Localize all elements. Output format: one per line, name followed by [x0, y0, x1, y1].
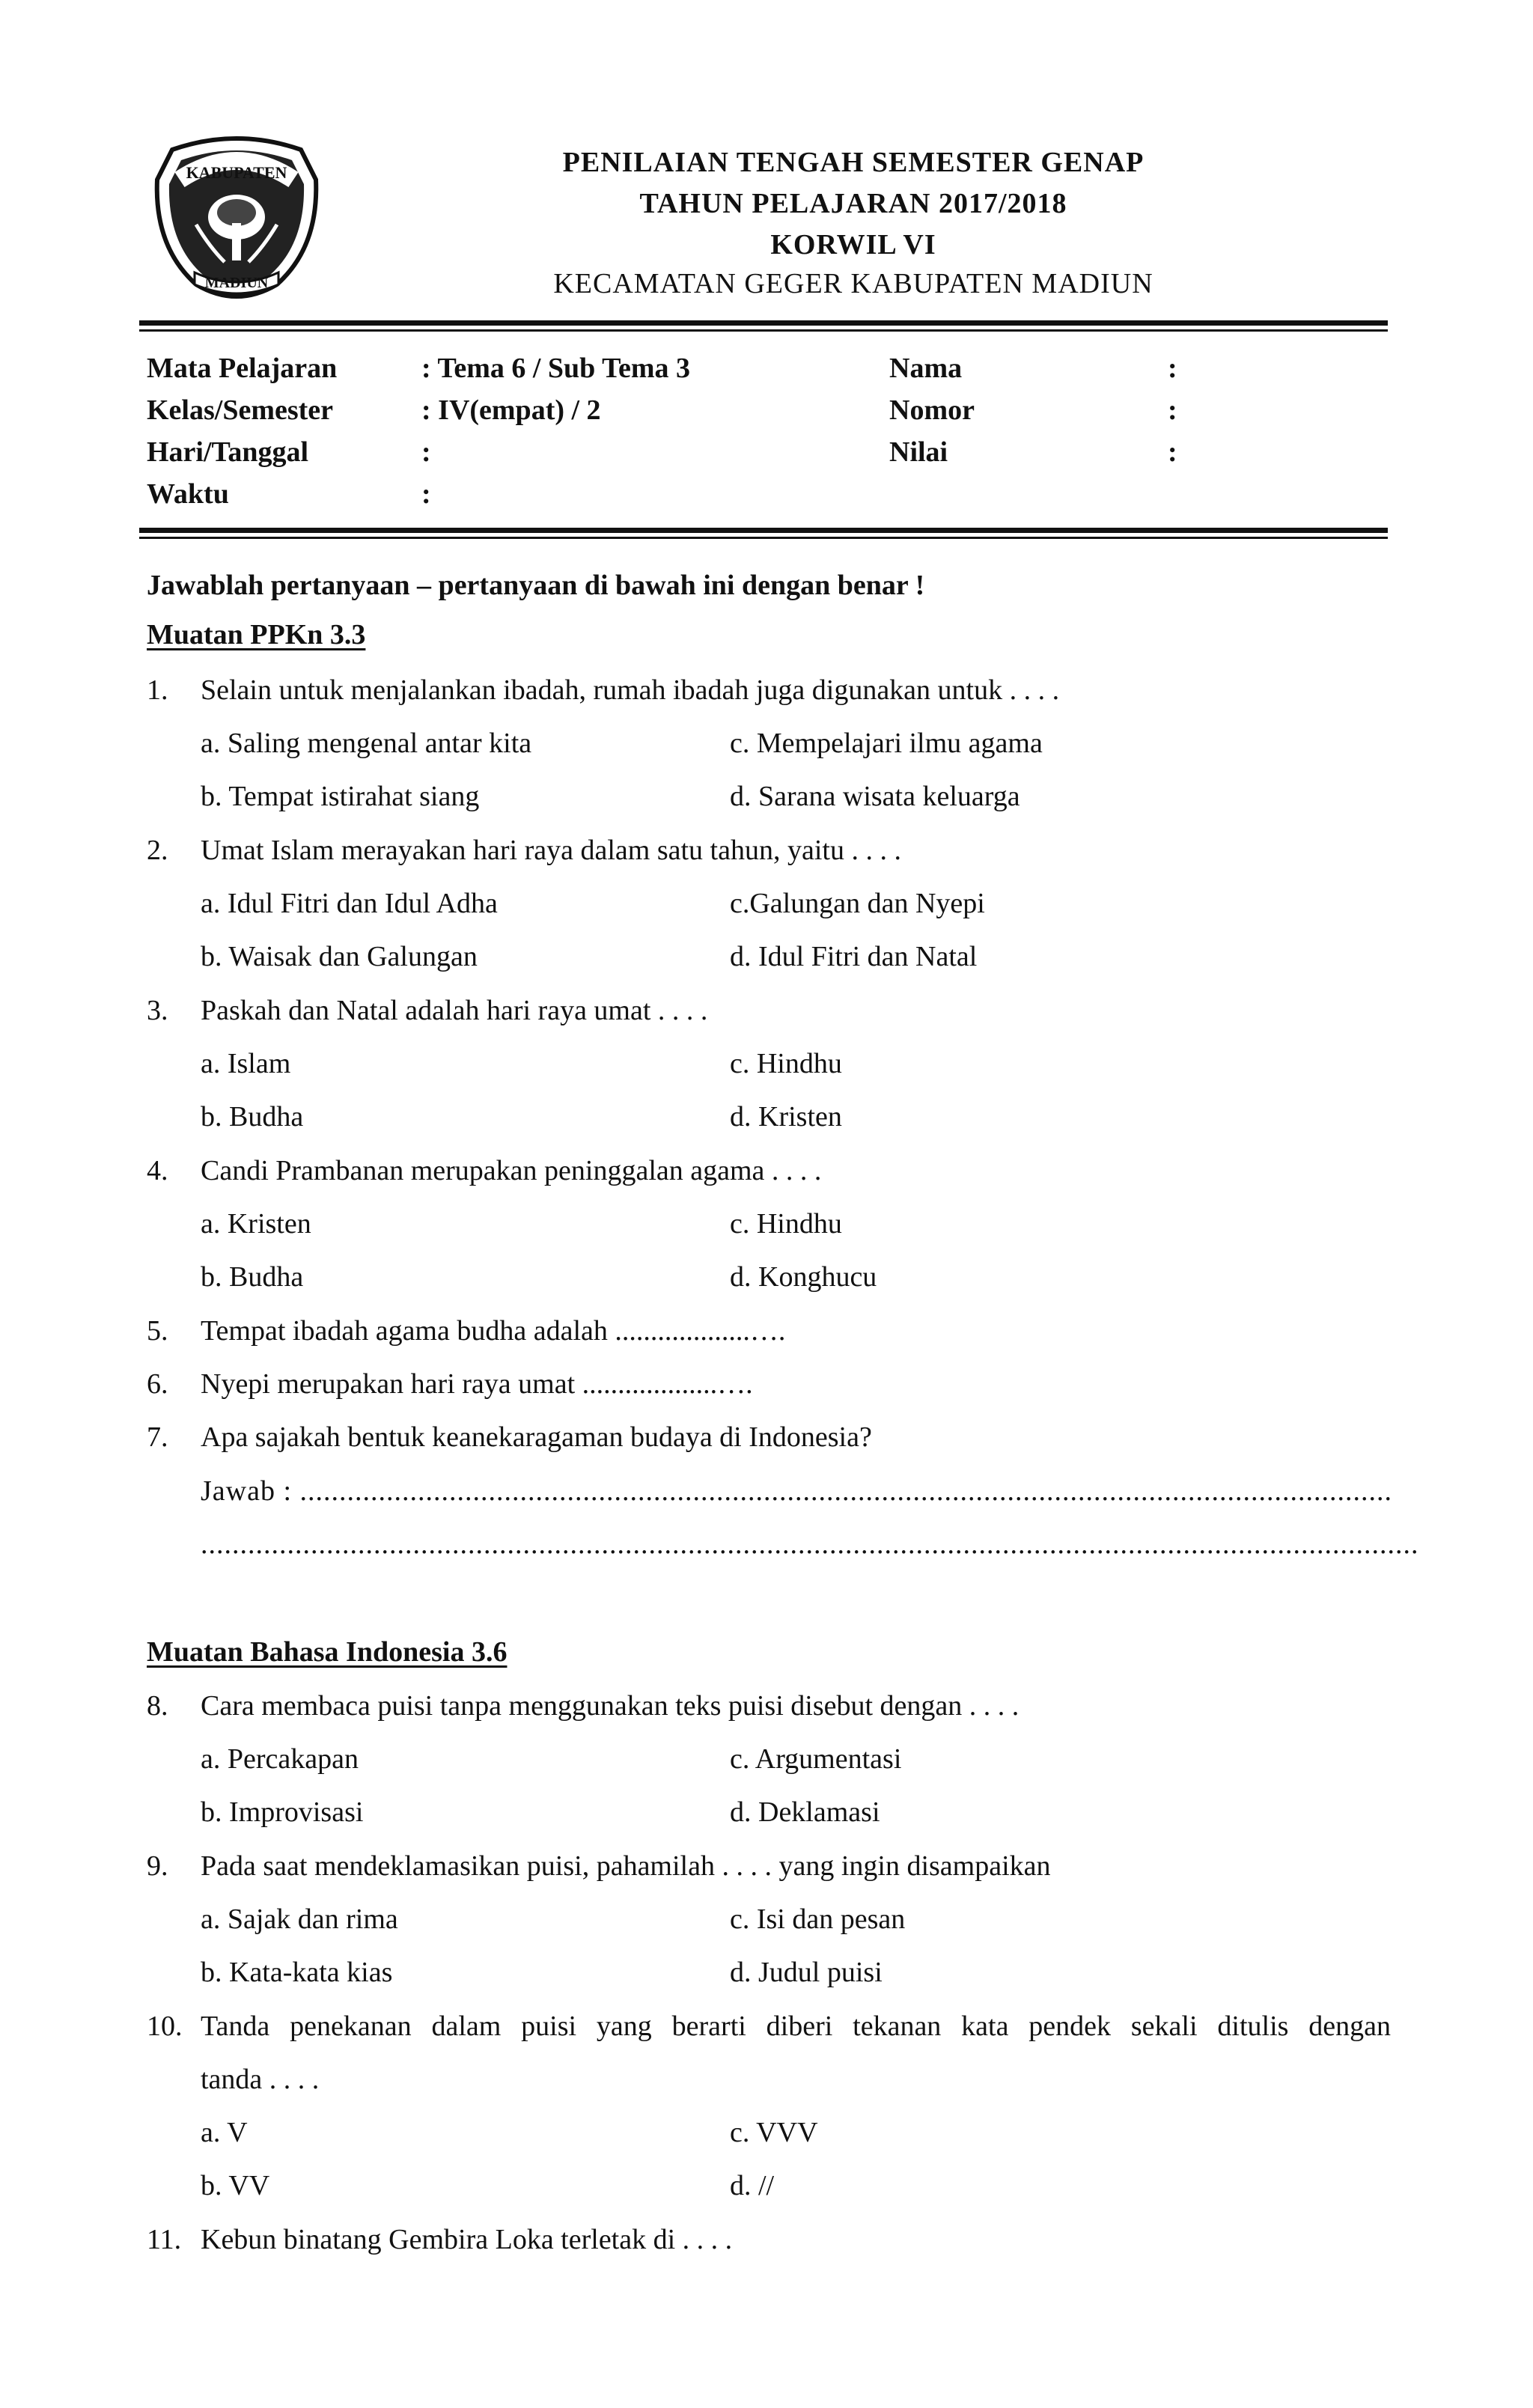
info-label-subject: Mata Pelajaran: [147, 353, 338, 384]
option-a: a. Sajak dan rima: [201, 1903, 398, 1935]
info-label-name: Nama: [889, 353, 963, 384]
option-d: d. Sarana wisata keluarga: [730, 781, 1020, 812]
option-d: d. Kristen: [730, 1101, 842, 1133]
option-b: b. Improvisasi: [201, 1796, 364, 1828]
info-value-subject: : Tema 6 / Sub Tema 3: [421, 353, 690, 384]
option-c: c. Mempelajari ilmu agama: [730, 728, 1043, 759]
option-a: a. Saling mengenal antar kita: [201, 728, 532, 759]
info-divider-thick: [139, 528, 1388, 533]
question-text: Kebun binatang Gembira Loka terletak di . . . .: [201, 2224, 733, 2255]
svg-text:MADIUN: MADIUN: [204, 275, 269, 291]
question-text: Apa sajakah bentuk keanekaragaman budaya di Indonesia?: [201, 1421, 872, 1453]
info-colon-score: :: [1168, 436, 1177, 468]
answer-line: ...........................................................................................................................................................: [201, 1528, 1419, 1560]
question-number: 11.: [147, 2224, 182, 2255]
info-label-class: Kelas/Semester: [147, 394, 334, 426]
option-c: c. Hindhu: [730, 1048, 842, 1079]
header-divider-thin: [139, 329, 1388, 332]
option-a: a. Idul Fitri dan Idul Adha: [201, 888, 498, 919]
question-number: 8.: [147, 1690, 168, 1722]
korwil: KORWIL VI: [770, 229, 936, 260]
option-d: d. Idul Fitri dan Natal: [730, 941, 978, 972]
question-number: 2.: [147, 835, 168, 866]
option-b: b. Budha: [201, 1101, 304, 1133]
info-colon-name: :: [1168, 353, 1177, 384]
info-colon-number: :: [1168, 394, 1177, 426]
question-text: Selain untuk menjalankan ibadah, rumah ibadah juga digunakan untuk . . . .: [201, 674, 1060, 706]
question-number: 9.: [147, 1850, 168, 1882]
option-a: a. Kristen: [201, 1208, 311, 1240]
option-d: d. Deklamasi: [730, 1796, 880, 1828]
question-text: Nyepi merupakan hari raya umat ...................….: [201, 1368, 753, 1400]
exam-title: PENILAIAN TENGAH SEMESTER GENAP: [562, 147, 1145, 178]
option-c: c. Argumentasi: [730, 1743, 902, 1775]
option-b: b. VV: [201, 2170, 270, 2201]
instruction: Jawablah pertanyaan – pertanyaan di bawah ini dengan benar !: [147, 570, 925, 601]
option-a: a. Islam: [201, 1048, 291, 1079]
question-number: 4.: [147, 1155, 168, 1186]
option-c: c. Hindhu: [730, 1208, 842, 1240]
info-label-score: Nilai: [889, 436, 948, 468]
question-text-continued: tanda . . . .: [201, 2064, 320, 2095]
question-text: Tempat ibadah agama budha adalah ...................….: [201, 1315, 786, 1347]
option-b: b. Waisak dan Galungan: [201, 941, 478, 972]
option-a: a. Percakapan: [201, 1743, 359, 1775]
question-number: 7.: [147, 1421, 168, 1453]
answer-line: Jawab : ...........................................................................................................................................: [201, 1475, 1393, 1507]
info-label-time: Waktu: [147, 478, 229, 510]
madiun-regency-emblem: [150, 135, 323, 305]
district: KECAMATAN GEGER KABUPATEN MADIUN: [553, 268, 1153, 299]
svg-text:KABUPATEN: KABUPATEN: [186, 163, 287, 182]
question-number: 6.: [147, 1368, 168, 1400]
question-text: Umat Islam merayakan hari raya dalam satu tahun, yaitu . . . .: [201, 835, 901, 866]
question-number: 1.: [147, 674, 168, 706]
question-text: Cara membaca puisi tanpa menggunakan teks puisi disebut dengan . . . .: [201, 1690, 1020, 1722]
question-number: 10.: [147, 2011, 183, 2042]
option-d: d. Konghucu: [730, 1261, 877, 1293]
option-c: c. Isi dan pesan: [730, 1903, 906, 1935]
academic-year: TAHUN PELAJARAN 2017/2018: [639, 188, 1067, 219]
info-value-class: : IV(empat) / 2: [421, 394, 601, 426]
section-title-bahasa-indonesia: Muatan Bahasa Indonesia 3.6: [147, 1636, 508, 1668]
info-label-number: Nomor: [889, 394, 975, 426]
option-c: c. VVV: [730, 2117, 818, 2148]
option-a: a. V: [201, 2117, 248, 2148]
option-d: d. //: [730, 2170, 775, 2201]
question-number: 5.: [147, 1315, 168, 1347]
option-b: b. Kata-kata kias: [201, 1957, 393, 1988]
info-label-date: Hari/Tanggal: [147, 436, 309, 468]
option-b: b. Budha: [201, 1261, 304, 1293]
option-c: c.Galungan dan Nyepi: [730, 888, 985, 919]
question-number: 3.: [147, 995, 168, 1026]
info-value-time: :: [421, 478, 431, 510]
option-d: d. Judul puisi: [730, 1957, 883, 1988]
header-divider-thick: [139, 320, 1388, 326]
info-value-date: :: [421, 436, 431, 468]
question-text: Tanda penekanan dalam puisi yang berarti diberi tekanan kata pendek sekali ditulis dengan: [201, 2011, 1391, 2042]
option-b: b. Tempat istirahat siang: [201, 781, 480, 812]
info-divider-thin: [139, 537, 1388, 539]
question-text: Paskah dan Natal adalah hari raya umat . . . .: [201, 995, 708, 1026]
question-text: Candi Prambanan merupakan peninggalan agama . . . .: [201, 1155, 822, 1186]
question-text: Pada saat mendeklamasikan puisi, pahamilah . . . . yang ingin disampaikan: [201, 1850, 1051, 1882]
section-title-ppkn: Muatan PPKn 3.3: [147, 619, 366, 650]
